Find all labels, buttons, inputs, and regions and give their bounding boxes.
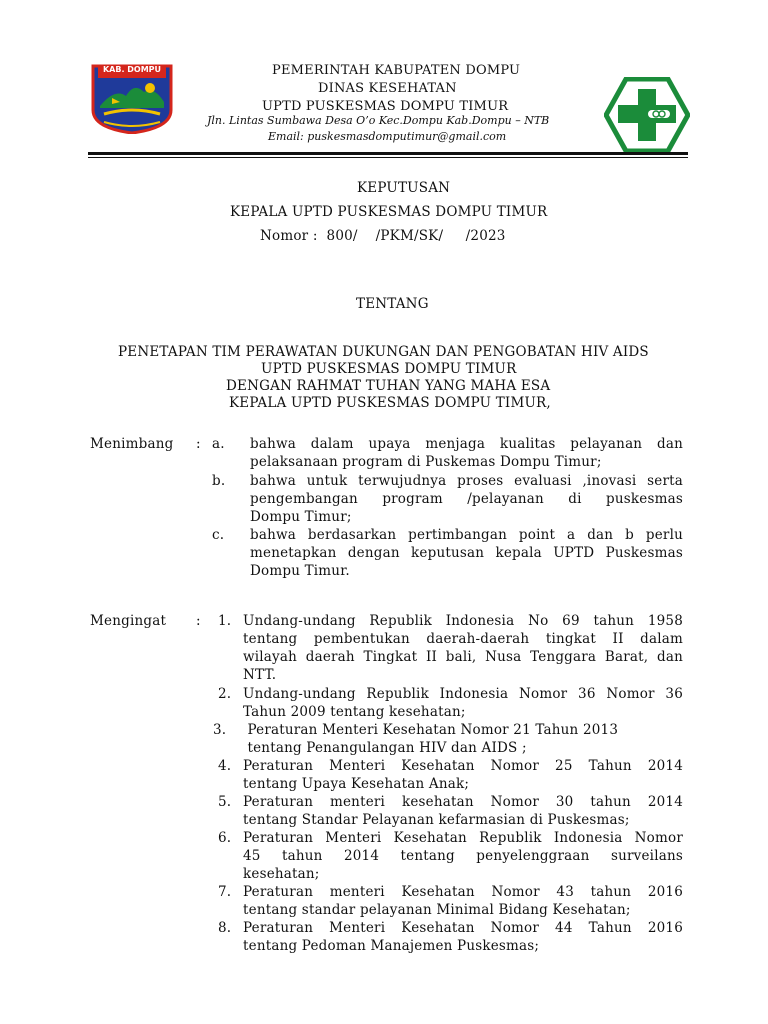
mengingat-colon: : bbox=[196, 613, 201, 629]
list-item-line: pelaksanaan program di Puskemas Dompu Timur; bbox=[250, 454, 602, 470]
header-email: Email: puskesmasdomputimur@gmail.com bbox=[268, 130, 507, 143]
list-item-line: Peraturan menteri Kesehatan Nomor 43 tahun 2016 bbox=[243, 884, 683, 900]
list-marker: 7. bbox=[218, 884, 232, 900]
list-item-line: tentang Standar Pelayanan kefarmasian di Puskesmas; bbox=[243, 812, 630, 828]
list-item-line: Undang-undang Republik Indonesia No 69 tahun 1958 bbox=[243, 613, 683, 629]
header-rule-thick bbox=[88, 152, 688, 155]
list-item-line: NTT. bbox=[243, 667, 277, 683]
logo-left-label: KAB. DOMPU bbox=[102, 65, 162, 74]
list-item-line: Undang-undang Republik Indonesia Nomor 36 Nomor 36 bbox=[243, 686, 683, 702]
list-item-line: menetapkan dengan keputusan kepala UPTD Puskesmas bbox=[250, 545, 683, 561]
title-nomor: Nomor : 800/ /PKM/SK/ /2023 bbox=[260, 228, 506, 244]
list-item-line: bahwa untuk terwujudnya proses evaluasi ,inovasi serta bbox=[250, 473, 683, 489]
tentang-heading: TENTANG bbox=[356, 296, 429, 312]
list-item-line: kesehatan; bbox=[243, 866, 320, 882]
list-item-line: Dompu Timur; bbox=[250, 509, 352, 525]
list-item-line: tentang Pedoman Manajemen Puskesmas; bbox=[243, 938, 540, 954]
list-item-line: tentang Upaya Kesehatan Anak; bbox=[243, 776, 470, 792]
list-item-line: pengembangan program /pelayanan di puskesmas bbox=[250, 491, 683, 507]
list-marker: c. bbox=[212, 527, 225, 543]
mengingat-label: Mengingat bbox=[90, 613, 167, 629]
list-item-line: Peraturan Menteri Kesehatan Nomor 25 Tahun 2014 bbox=[243, 758, 683, 774]
menimbang-label: Menimbang bbox=[90, 436, 174, 452]
list-item-line: Peraturan Menteri Kesehatan Nomor 21 Tahun 2013 bbox=[243, 722, 619, 738]
list-item-line: tentang Penangulangan HIV dan AIDS ; bbox=[243, 740, 527, 756]
list-marker: a. bbox=[212, 436, 225, 452]
list-marker: 4. bbox=[218, 758, 232, 774]
title-kepala: KEPALA UPTD PUSKESMAS DOMPU TIMUR bbox=[230, 204, 548, 220]
list-item-line: Peraturan Menteri Kesehatan Nomor 44 Tahun 2016 bbox=[243, 920, 683, 936]
list-item-line: Tahun 2009 tentang kesehatan; bbox=[243, 704, 466, 720]
list-marker: b. bbox=[212, 473, 226, 489]
list-marker: 5. bbox=[218, 794, 232, 810]
puskesmas-logo bbox=[604, 77, 690, 153]
header-line-puskesmas: UPTD PUSKESMAS DOMPU TIMUR bbox=[262, 99, 509, 114]
header-line-department: DINAS KESEHATAN bbox=[318, 81, 457, 96]
list-marker: 1. bbox=[218, 613, 232, 629]
list-marker: 8. bbox=[218, 920, 232, 936]
list-marker: 3. bbox=[213, 722, 227, 738]
menimbang-colon: : bbox=[196, 436, 201, 452]
list-item-line: 45 tahun 2014 tentang penyelenggraan surveilans bbox=[243, 848, 683, 864]
list-item-line: tentang standar pelayanan Minimal Bidang Kesehatan; bbox=[243, 902, 631, 918]
list-item-line: tentang pembentukan daerah-daerah tingkat II dalam bbox=[243, 631, 683, 647]
subject-line-2: UPTD PUSKESMAS DOMPU TIMUR bbox=[261, 361, 517, 377]
list-item-line: Dompu Timur. bbox=[250, 563, 350, 579]
subject-line-3: DENGAN RAHMAT TUHAN YANG MAHA ESA bbox=[226, 378, 551, 394]
subject-line-1: PENETAPAN TIM PERAWATAN DUKUNGAN DAN PENGOBATAN HIV AIDS bbox=[118, 344, 649, 360]
list-item-line: bahwa dalam upaya menjaga kualitas pelayanan dan bbox=[250, 436, 683, 452]
puskesmas-cross-icon bbox=[604, 77, 690, 153]
header-address: Jln. Lintas Sumbawa Desa O’o Kec.Dompu Kab.Dompu – NTB bbox=[207, 114, 550, 127]
subject-line-4: KEPALA UPTD PUSKESMAS DOMPU TIMUR, bbox=[229, 395, 551, 411]
header-line-government: PEMERINTAH KABUPATEN DOMPU bbox=[272, 63, 521, 78]
list-item-line: bahwa berdasarkan pertimbangan point a dan b perlu bbox=[250, 527, 683, 543]
title-keputusan: KEPUTUSAN bbox=[357, 180, 451, 196]
list-item-line: Peraturan Menteri Kesehatan Republik Indonesia Nomor bbox=[243, 830, 683, 846]
list-item-line: wilayah daerah Tingkat II bali, Nusa Tenggara Barat, dan bbox=[243, 649, 683, 665]
header-rule-thin bbox=[88, 157, 688, 158]
list-marker: 6. bbox=[218, 830, 232, 846]
list-marker: 2. bbox=[218, 686, 232, 702]
list-item-line: Peraturan menteri kesehatan Nomor 30 tahun 2014 bbox=[243, 794, 683, 810]
